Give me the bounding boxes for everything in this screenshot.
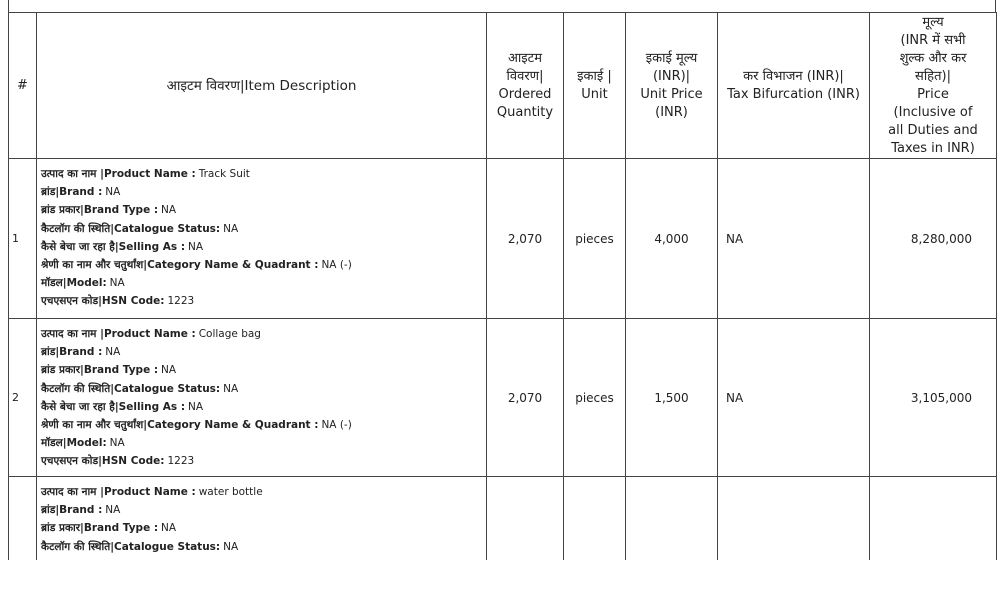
header-tax: कर विभाजन (INR)| Tax Bifurcation (INR) — [718, 13, 870, 159]
item-description: उत्पाद का नाम |Product Name : Collage bag ब्रांड|Brand : NA ब्रांड प्रकार|Brand Type : NA कैटलॉग की स्थिति|Catalogue Status: NA कैसे बेचा जा रहा है|Selling As : NA श्रेणी का नाम और चतुर्थांश|Category Name & Quadrant : NA (-) मॉडल|Model: NA एचएसएन कोड|HSN Code: 1223 — [37, 319, 487, 477]
header-row — [9, 13, 997, 159]
previous-section-edge — [8, 0, 996, 12]
header-quantity: आइटम विवरण| Ordered Quantity — [487, 13, 564, 159]
unit-cell: pieces — [564, 159, 626, 319]
price-cell — [870, 477, 997, 560]
item-description: उत्पाद का नाम |Product Name : water bottle ब्रांड|Brand : NA ब्रांड प्रकार|Brand Type : NA कैटलॉग की स्थिति|Catalogue Status: NA — [37, 477, 487, 560]
item-description: उत्पाद का नाम |Product Name : Track Suit ब्रांड|Brand : NA ब्रांड प्रकार|Brand Type : NA कैटलॉग की स्थिति|Catalogue Status: NA कैसे बेचा जा रहा है|Selling As : NA श्रेणी का नाम और चतुर्थांश|Category Name & Quadrant : NA (-) मॉडल|Model: NA एचएसएन कोड|HSN Code: 1223 — [37, 159, 487, 319]
header-num: # — [9, 13, 37, 159]
tax-cell: NA — [718, 319, 870, 477]
row-number — [9, 477, 37, 560]
unit-cell — [564, 477, 626, 560]
tax-cell — [718, 477, 870, 560]
unit-price-cell: 4,000 — [626, 159, 718, 319]
table-row — [9, 319, 997, 477]
unit-cell: pieces — [564, 319, 626, 477]
quantity-cell: 2,070 — [487, 159, 564, 319]
price-cell: 8,280,000 — [870, 159, 997, 319]
unit-price-cell — [626, 477, 718, 560]
header-unit: इकाई | Unit — [564, 13, 626, 159]
tax-cell: NA — [718, 159, 870, 319]
header-description: आइटम विवरण|Item Description — [37, 13, 487, 159]
quantity-cell — [487, 477, 564, 560]
header-price: मूल्य (INR में सभी शुल्क और कर सहित)| Price (Inclusive of all Duties and Taxes in INR) — [870, 13, 997, 159]
price-cell: 3,105,000 — [870, 319, 997, 477]
unit-price-cell: 1,500 — [626, 319, 718, 477]
row-number: 1 — [9, 159, 37, 319]
items-table — [8, 12, 997, 560]
header-unit-price: इकाई मूल्य (INR)| Unit Price (INR) — [626, 13, 718, 159]
table-row — [9, 477, 997, 560]
row-number: 2 — [9, 319, 37, 477]
quantity-cell: 2,070 — [487, 319, 564, 477]
table-row — [9, 159, 997, 319]
